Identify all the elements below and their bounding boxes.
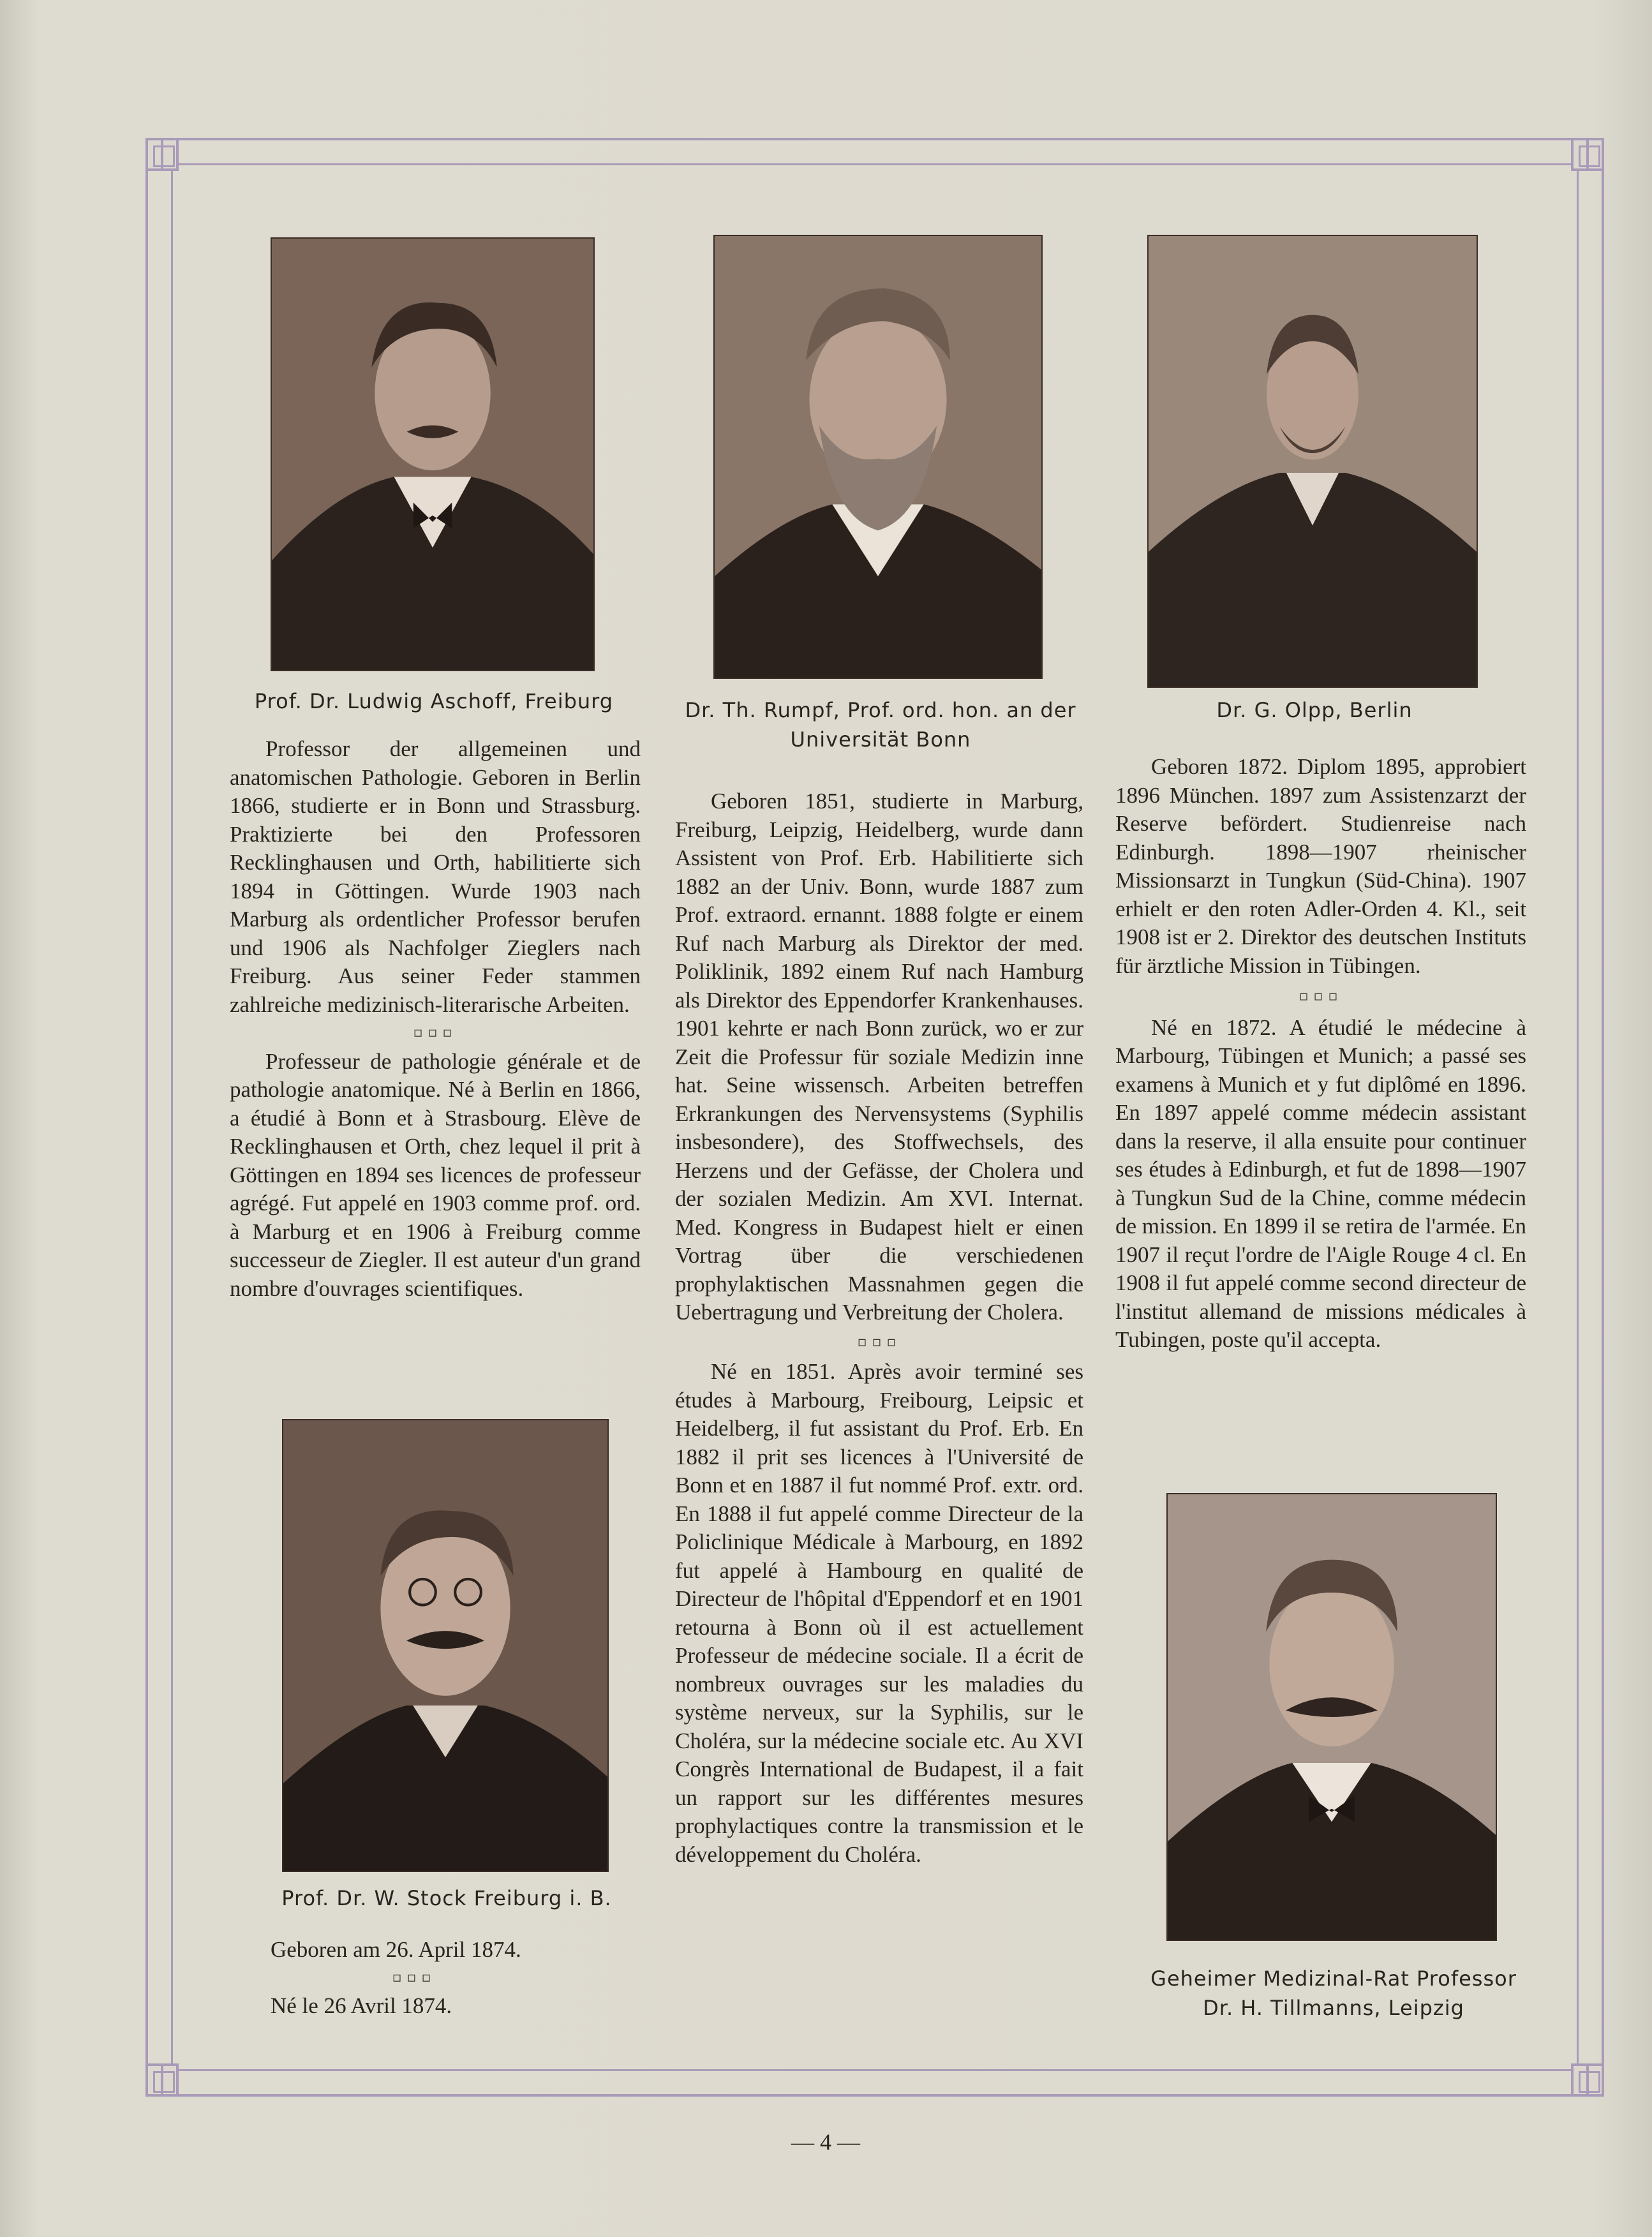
caption-aschoff: Prof. Dr. Ludwig Aschoff, Freiburg bbox=[254, 689, 614, 713]
bio-olpp-french: Né en 1872. A étudié le médecine à Marbourg, Tübingen et Munich; a passé ses examens à Munich et y fut diplômé en 1896. En 1897 appelé comme médecin assistant dans la reserve, il alla ensuite pour continuer ses études à Edinburgh, et fut de 1898—1907 à Tungkun Sud de la Chine, comme médecin de mission. En 1899 il se retira de l'armée. En 1907 il reçut l'ordre de l'Aigle Rouge 4 cl. En 1908 il fut appelé comme second directeur de l'institut allemand de missions médicales à Tubingen, poste qu'il accepta. bbox=[1115, 1014, 1526, 1352]
portrait-olpp bbox=[1149, 236, 1477, 687]
caption-olpp: Dr. G. Olpp, Berlin bbox=[1216, 698, 1413, 722]
page-number: — 4 — bbox=[791, 2129, 860, 2155]
section-separator: ▫▫▫ bbox=[392, 1970, 436, 1986]
section-separator: ▫▫▫ bbox=[1299, 988, 1343, 1004]
caption-rumpf bbox=[651, 695, 1110, 754]
section-separator: ▫▫▫ bbox=[857, 1334, 902, 1350]
portrait-stock bbox=[283, 1420, 607, 1871]
corner-ornament-bottom-right bbox=[1571, 2063, 1604, 2097]
caption-tillmanns-line2: Dr. H. Tillmanns, Leipzig bbox=[1203, 1996, 1464, 2020]
corner-ornament-bottom-left bbox=[145, 2063, 179, 2097]
caption-stock: Prof. Dr. W. Stock Freiburg i. B. bbox=[281, 1886, 612, 1910]
stock-birth-french: Né le 26 Avril 1874. bbox=[271, 1993, 452, 2018]
bio-rumpf bbox=[675, 787, 1083, 1869]
corner-ornament-top-right bbox=[1571, 138, 1604, 171]
section-separator: ▫▫▫ bbox=[413, 1025, 458, 1041]
portrait-rumpf bbox=[715, 236, 1041, 678]
bio-aschoff-french: Professeur de pathologie générale et de pathologie anatomique. Né à Berlin en 1866, a étudié à Bonn et à Strasbourg. Elève de Recklinghausen et Orth, chez lequel il prit à Göttingen en 1894 ses licences de professeur agrégé. Fut appelé en 1903 comme prof. ord. à Marburg et en 1906 à Freiburg comme successeur de Ziegler. Il est auteur d'un grand nombre d'ouvrages scientifiques. bbox=[230, 1048, 641, 1301]
corner-ornament-top-left bbox=[145, 138, 179, 171]
portrait-aschoff bbox=[272, 239, 593, 670]
bio-rumpf-french: Né en 1851. Après avoir terminé ses études à Marbourg, Freibourg, Leipsic et Heidelberg, il fut assistant du Prof. Erb. En 1882 il prit ses licences à l'Université de Bonn et en 1887 il fut nommé Prof. extr. ord. En 1888 il fut appelé comme Directeur de la Policlinique Médicale à Marbourg, en 1892 fut appelé à Hambourg en qualité de Directeur de l'hôpital d'Eppendorf et en 1901 retourna à Bonn où il est actuellement Professeur de médecine sociale. Il a écrit de nombreux ouvrages sur les maladies du système nerveux, sur la Syphilis, sur le Choléra, sur la médecine sociale etc. Au XVI Congrès International de Budapest, il a fait un rapport sur les différentes mesures prophylactiques contre la transmission et le développement du Choléra. bbox=[675, 1359, 1083, 1867]
stock-birth-german: Geboren am 26. April 1874. bbox=[271, 1937, 521, 1962]
caption-rumpf-line1: Dr. Th. Rumpf, Prof. ord. hon. an der bbox=[685, 698, 1076, 722]
bio-olpp bbox=[1115, 753, 1526, 1355]
bio-aschoff bbox=[230, 735, 641, 1303]
caption-tillmanns bbox=[1098, 1964, 1570, 2023]
bio-rumpf-german: Geboren 1851, studierte in Marburg, Freiburg, Leipzig, Heidelberg, wurde dann Assistent von Prof. Erb. Habilitierte sich 1882 an der Univ. Bonn, wurde 1887 zum Prof. extraord. ernannt. 1888 folgte er einem Ruf nach Marburg als Direktor der med. Poliklinik, 1892 einem Ruf nach Hamburg als Direktor des Eppendorfer Krankenhauses. 1901 kehrte er nach Bonn zurück, wo er zur Zeit die Professur für soziale Medizin inne hat. Seine wissensch. Arbeiten betreffen Erkrankungen des Nervensystems (Syphilis insbesondere), des Stoffwechsels, des Herzens und der Gefässe, der Cholera und der sozialen Medizin. Am XVI. Internat. Med. Kongress in Budapest hielt er einen Vortrag über die verschiedenen prophylaktischen Massnahmen gegen die Uebertragung und Verbreitung der Cholera. bbox=[675, 789, 1083, 1325]
bio-olpp-german: Geboren 1872. Diplom 1895, approbiert 1896 München. 1897 zum Assistenzarzt der Reserve befördert. Studienreise nach Edinburgh. 1898—1907 rheinischer Missionsarzt in Tungkun (Süd-China). 1907 erhielt er den roten Adler-Orden 4. Kl., seit 1908 ist er 2. Direktor des deutschen Instituts für ärztliche Mission in Tübingen. bbox=[1115, 754, 1526, 978]
bio-aschoff-german: Professor der allgemeinen und anatomischen Pathologie. Geboren in Berlin 1866, studierte er in Bonn und Strassburg. Praktizierte bei den Professoren Recklinghausen und Orth, habilitierte sich 1894 in Göttingen. Wurde 1903 nach Marburg als ordentlicher Professor berufen und 1906 als Nachfolger Zieglers nach Freiburg. Aus seiner Feder stammen zahlreiche medizinisch-literarische Arbeiten. bbox=[230, 736, 641, 1017]
portrait-tillmanns bbox=[1168, 1494, 1496, 1940]
caption-rumpf-line2: Universität Bonn bbox=[790, 727, 971, 752]
caption-tillmanns-line1: Geheimer Medizinal-Rat Professor bbox=[1150, 1966, 1517, 1991]
